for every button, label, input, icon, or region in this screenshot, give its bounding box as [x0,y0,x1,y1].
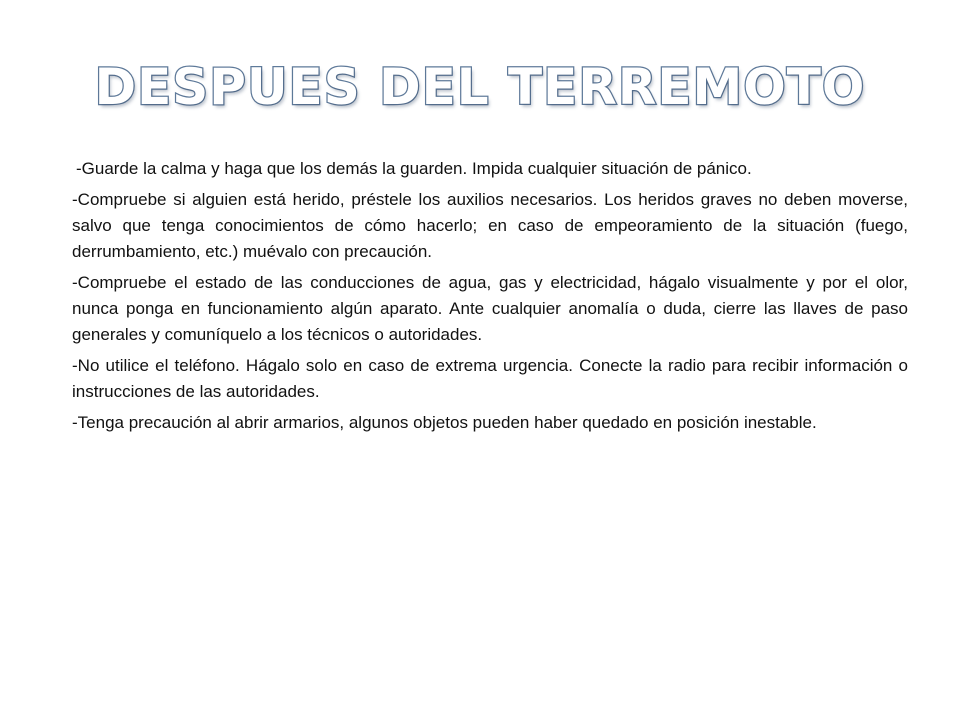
paragraph-cabinets: -Tenga precaución al abrir armarios, algunos objetos pueden haber quedado en posición inestable. [72,413,817,432]
paragraph-telephone: -No utilice el teléfono. Hágalo solo en caso de extrema urgencia. Conecte la radio para recibir información o instrucciones de las autoridades. [72,356,908,401]
slide-body [72,156,908,441]
slide-title: DESPUES DEL TERREMOTO [94,58,866,116]
paragraph-utilities: -Compruebe el estado de las conducciones de agua, gas y electricidad, hágalo visualmente y por el olor, nunca ponga en funcionamiento algún aparato. Ante cualquier anomalía o duda, cierre las llaves de paso generales y comuníquelo a los técnicos o autoridades. [72,273,908,344]
paragraph-calm: -Guarde la calma y haga que los demás la guarden. Impida cualquier situación de pánico. [76,159,752,178]
paragraph-injured: -Compruebe si alguien está herido, préstele los auxilios necesarios. Los heridos graves no deben moverse, salvo que tenga conocimientos de cómo hacerlo; en caso de empeoramiento de la situación (fuego, derrumbamiento, etc.) muévalo con precaución. [72,190,908,261]
